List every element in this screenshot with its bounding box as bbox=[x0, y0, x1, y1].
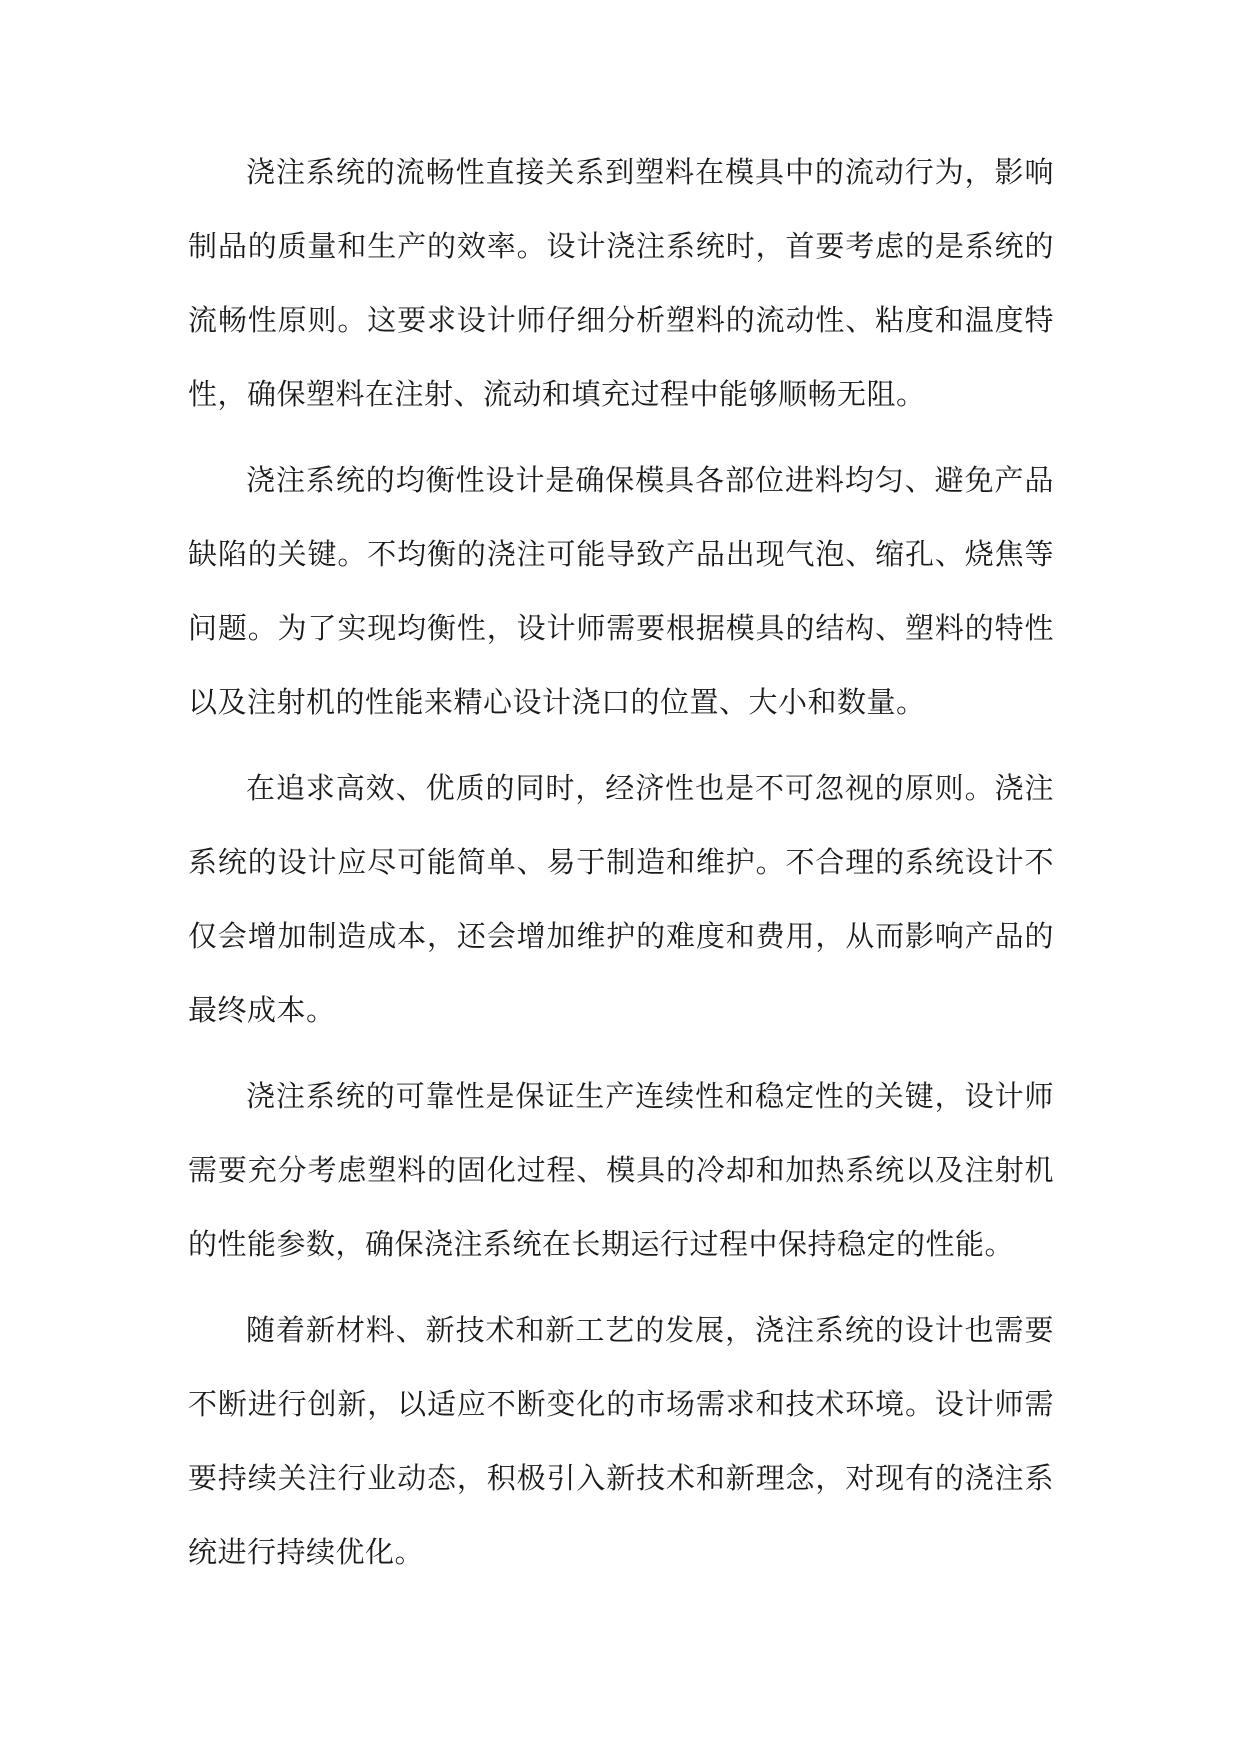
paragraph-2: 浇注系统的均衡性设计是确保模具各部位进料均匀、避免产品缺陷的关键。不均衡的浇注可能导致产品出现气泡、缩孔、烧焦等问题。为了实现均衡性，设计师需要根据模具的结构、塑料的特性以及注射机的性能来精心设计浇口的位置、大小和数量。 bbox=[188, 463, 1054, 719]
document-body bbox=[188, 135, 1054, 1601]
paragraph-4: 浇注系统的可靠性是保证生产连续性和稳定性的关键，设计师需要充分考虑塑料的固化过程、模具的冷却和加热系统以及注射机的性能参数，确保浇注系统在长期运行过程中保持稳定的性能。 bbox=[188, 1079, 1054, 1261]
paragraph-5: 随着新材料、新技术和新工艺的发展，浇注系统的设计也需要不断进行创新，以适应不断变化的市场需求和技术环境。设计师需要持续关注行业动态，积极引入新技术和新理念，对现有的浇注系统进行持续优化。 bbox=[188, 1313, 1054, 1569]
paragraph-1: 浇注系统的流畅性直接关系到塑料在模具中的流动行为，影响制品的质量和生产的效率。设计浇注系统时，首要考虑的是系统的流畅性原则。这要求设计师仔细分析塑料的流动性、粘度和温度特性，确保塑料在注射、流动和填充过程中能够顺畅无阻。 bbox=[188, 155, 1054, 411]
paragraph-3: 在追求高效、优质的同时，经济性也是不可忽视的原则。浇注系统的设计应尽可能简单、易于制造和维护。不合理的系统设计不仅会增加制造成本，还会增加维护的难度和费用，从而影响产品的最终成本。 bbox=[188, 771, 1054, 1027]
